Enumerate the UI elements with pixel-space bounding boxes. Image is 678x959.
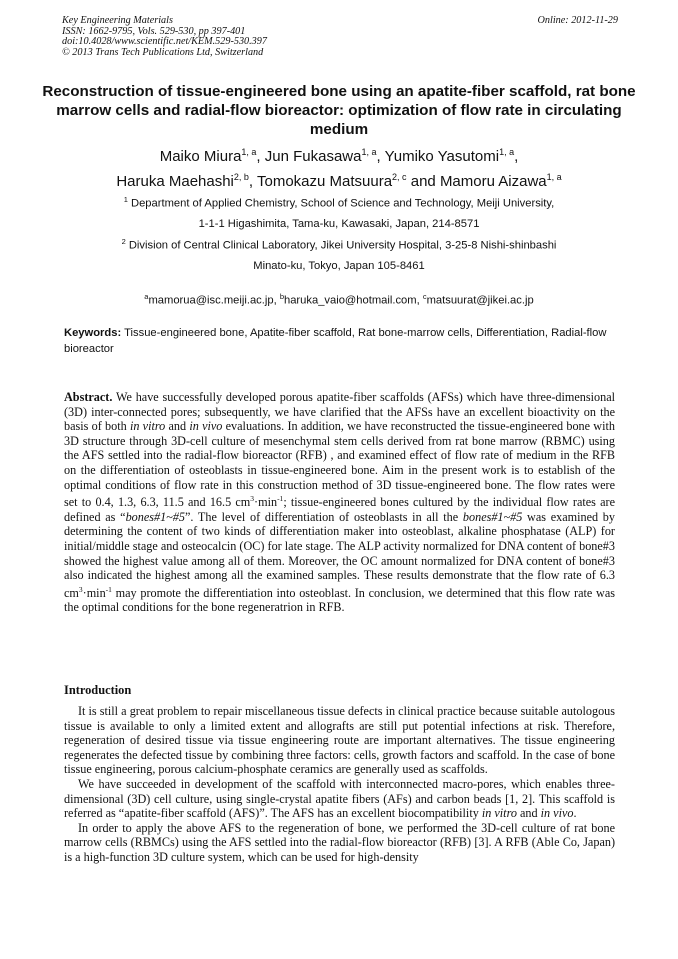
email-separator: , <box>273 294 280 307</box>
text-run: ”. The level of differentiation of osteoblasts in all the <box>184 509 463 524</box>
superscript: -1 <box>105 584 112 594</box>
affiliation-address: Minato-ku, Tokyo, Japan 105-8461 <box>253 259 425 272</box>
email-mark: b <box>279 292 284 301</box>
email-link[interactable]: haruka_vaio@hotmail.com <box>283 294 417 307</box>
author-line-2 <box>30 168 648 191</box>
text-run: evaluations. In addition, we have reconstructed the tissue-engineered bone with 3D structure through 3D-cell culture of mesenchymal stem cells derived from rat bone marrow (RBMC) using the AFS settled into the radial-flow bioreactor (RFB) , and examined effect of flow rate of medium in the RFB on the differentiation of osteoblasts in tissue-engineered bone. Aim in the present work is to establish of the optimal conditions of flow rate in this construction method of 3D tissue-engineered bone. The flow rates were set to 0.4, 1.3, 6.3, 11.5 and 16.5 cm <box>64 419 615 510</box>
author-separator: , <box>514 148 519 165</box>
email-link[interactable]: matsuurat@jikei.ac.jp <box>426 294 534 307</box>
text-run: ·min <box>82 585 106 600</box>
italic-term: in vitro <box>481 806 517 821</box>
author-separator: and <box>406 173 440 190</box>
italic-term: in vivo <box>189 419 223 434</box>
author-line-1 <box>30 143 648 166</box>
italic-term: bones#1~#5 <box>462 509 523 524</box>
affiliation-number: 2 <box>121 237 126 246</box>
author: Maiko Miura <box>159 148 242 165</box>
superscript: 3 <box>78 584 83 594</box>
italic-term: in vitro <box>129 419 166 434</box>
superscript: -1 <box>277 494 284 504</box>
author: Tomokazu Matsuura <box>256 173 393 190</box>
online-date: Online: 2012-11-29 <box>537 15 618 26</box>
keywords <box>64 325 616 357</box>
introduction-paragraph <box>64 777 615 821</box>
text-run: ·min <box>254 495 278 510</box>
affiliation-address: 1-1-1 Higashimita, Tama-ku, Kawasaki, Japan, 214-8571 <box>198 217 480 230</box>
email-line <box>30 290 648 308</box>
affiliation-text: Department of Applied Chemistry, School of Science and Technology, Meiji University, <box>131 197 555 210</box>
email-mark: a <box>144 292 149 301</box>
journal-issn: ISSN: 1662-9795, Vols. 529-530, pp 397-401 <box>62 25 246 37</box>
affiliation-1-line-2 <box>30 217 648 231</box>
introduction-paragraph <box>64 821 615 865</box>
author-affiliation-mark: 1, a <box>361 147 377 157</box>
superscript: 3 <box>250 494 255 504</box>
email-link[interactable]: mamorua@isc.meiji.ac.jp <box>148 294 274 307</box>
introduction-heading: Introduction <box>64 683 132 697</box>
author: Mamoru Aizawa <box>439 173 547 190</box>
email-mark: c <box>422 292 427 301</box>
affiliation-1 <box>30 193 648 231</box>
keywords-label: Keywords: <box>64 327 122 339</box>
affiliation-1-line-1 <box>30 193 648 211</box>
author-affiliation-mark: 2, b <box>233 172 249 182</box>
text-run: and <box>165 419 190 434</box>
text-run: ; tissue-engineered bones cultured by the individual flow rates are defined as “ <box>64 495 615 524</box>
text-run: In order to apply the above AFS to the regeneration of bone, we performed the 3D-cell culture of rat bone marrow cells (RBMCs) using the AFS settled into the radial-flow bioreactor (RFB) [3]. A RFB (Able Co, Japan) is a high-function 3D culture system, which can be used for high-density <box>64 820 615 864</box>
affiliation-number: 1 <box>123 195 128 204</box>
author-separator: , <box>256 148 265 165</box>
italic-term: bones#1~#5 <box>125 509 185 524</box>
text-run: . <box>573 806 577 821</box>
journal-name: Key Engineering Materials <box>62 15 173 26</box>
author-separator: , <box>376 148 385 165</box>
journal-copyright: © 2013 Trans Tech Publications Ltd, Switzerland <box>62 46 264 58</box>
journal-header <box>62 16 618 58</box>
affiliation-2-line-1 <box>30 235 648 253</box>
author: Yumiko Yasutomi <box>384 148 500 165</box>
author-affiliation-mark: 2, c <box>392 172 407 182</box>
author-affiliation-mark: 1, a <box>241 147 257 157</box>
introduction-paragraph <box>64 704 615 777</box>
affiliation-2 <box>30 235 648 273</box>
journal-doi[interactable]: doi:10.4028/www.scientific.net/KEM.529-530.397 <box>62 36 267 48</box>
abstract <box>64 390 615 615</box>
keywords-text: Tissue-engineered bone, Apatite-fiber scaffold, Rat bone-marrow cells, Differentiation, Radial-flow bioreactor <box>64 327 607 355</box>
abstract-label: Abstract. <box>64 390 113 404</box>
affiliation-2-line-2 <box>30 259 648 273</box>
email-separator: , <box>416 294 423 307</box>
text-run: It is still a great problem to repair miscellaneous tissue defects in clinical practice because suitable autologous tissue is available to only a limited extent and allografts are still put potential infections at risk. Therefore, regeneration of desired tissue via tissue engineering route are important alternatives. The tissue engineering regenerates the defected tissue by combining three factors: cells, growth factors and scaffold. In the case of bone tissue engineering, porous calcium-phosphate ceramics are generally used as scaffolds. <box>64 704 615 777</box>
affiliation-text: Division of Central Clinical Laboratory, Jikei University Hospital, 3-25-8 Nishi-shinbashi <box>128 239 557 252</box>
author-affiliation-mark: 1, a <box>546 172 562 182</box>
author-affiliation-mark: 1, a <box>499 147 515 157</box>
author: Haruka Maehashi <box>116 173 234 190</box>
abstract-paragraph <box>64 390 615 615</box>
author-separator: , <box>248 173 257 190</box>
paper-title: Reconstruction of tissue-engineered bone using an apatite-fiber scaffold, rat bone marrow cells and radial-flow bioreactor: optimization of flow rate in circulating medium <box>42 83 636 138</box>
italic-term: in vivo <box>540 806 574 821</box>
text-run: was examined by determining the content of two kinds of differentiation maker into osteoblast, alkaline phosphatase (ALP) for initial/middle stage and osteocalcin (OC) for late stage. The ALP activity normalized for DNA content of bone#3 showed the highest value among all of them. Moreover, the OC amount normalized for DNA content of bone#3 also indicated the highest among all the examined samples. These results demonstrate that the flow rate of 6.3 cm <box>64 509 615 600</box>
text-run: We have succeeded in development of the scaffold with interconnected macro-pores, which enables three-dimensional (3D) cell culture, using single-crystal apatite fibers (AFs) and carbon beads [1, 2]. This scaffold is referred as “apatite-fiber scaffold (AFS)”. The AFS has an excellent biocompatibility <box>64 776 615 821</box>
text-run: may promote the differentiation into osteoblast. In conclusion, we determined that this flow rate was the optimal conditions for the bone regeneratrion in RFB. <box>64 585 615 615</box>
introduction-body <box>64 704 615 865</box>
text-run: and <box>516 806 541 821</box>
author: Jun Fukasawa <box>264 148 362 165</box>
text-run: We have successfully developed porous apatite-fiber scaffolds (AFSs) which have three-dimensional (3D) inter-connected pores; subsequently, we have clarified that the AFSs have an excellent bioactivity on the basis of both <box>64 390 615 434</box>
